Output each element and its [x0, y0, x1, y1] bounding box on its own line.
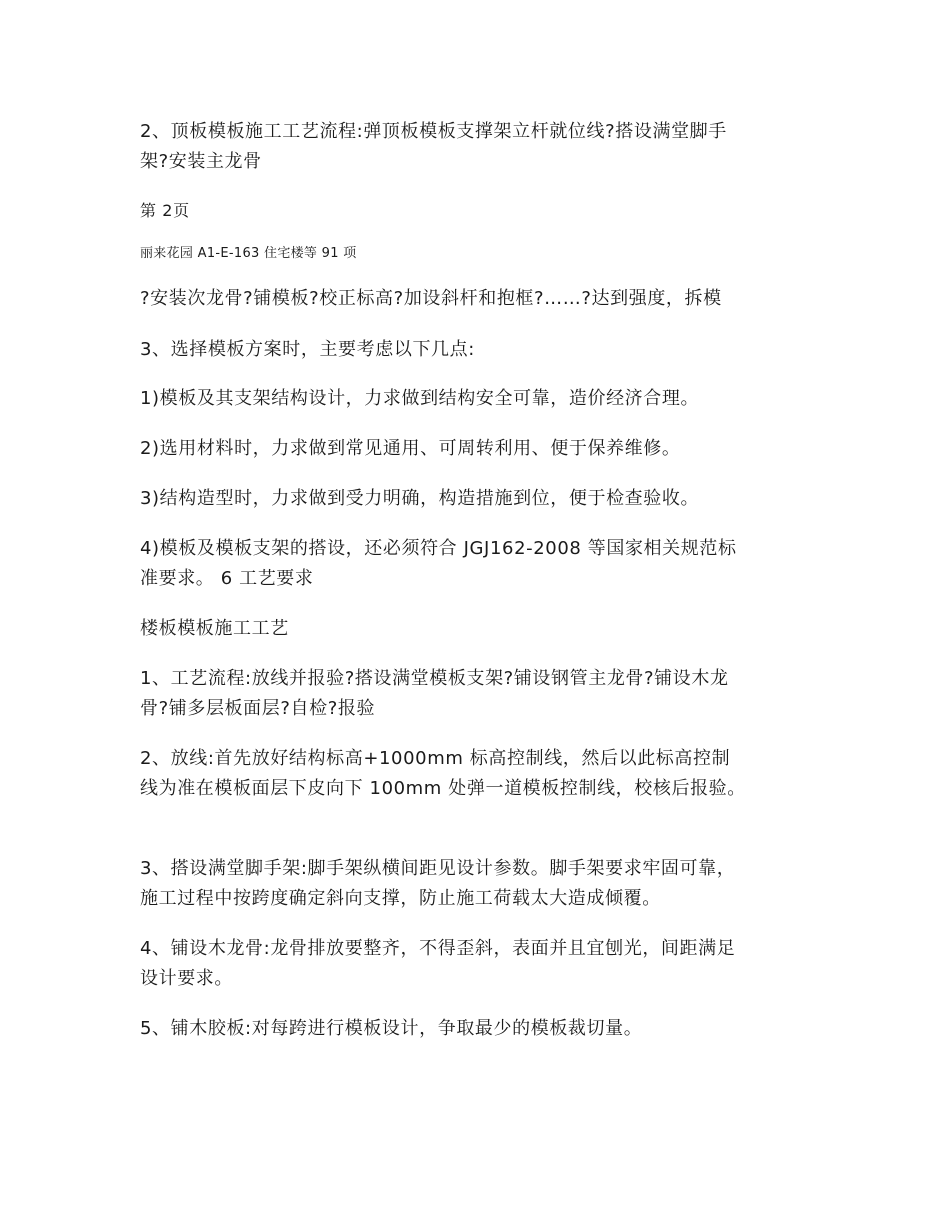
paragraph-line: 3、搭设满堂脚手架:脚手架纵横间距见设计参数。脚手架要求牢固可靠，: [140, 858, 736, 879]
paragraph-line: 4、铺设木龙骨:龙骨排放要整齐，不得歪斜，表面并且宜刨光，间距满足: [140, 938, 736, 959]
paragraph-line: 4)模板及模板支架的搭设，还必须符合 JGJ162-2008 等国家相关规范标: [140, 538, 737, 559]
paragraph-line: 线为准在模板面层下皮向下 100mm 处弹一道模板控制线，校核后报验。: [140, 778, 746, 799]
paragraph-line: 1、工艺流程:放线并报验?搭设满堂模板支架?铺设钢管主龙骨?铺设木龙: [140, 668, 729, 689]
paragraph-line: 架?安装主龙骨: [140, 151, 262, 172]
paragraph-line: 准要求。 6 工艺要求: [140, 568, 314, 589]
paragraph-line: 骨?铺多层板面层?自检?报验: [140, 698, 376, 719]
paragraph-line: 5、铺木胶板:对每跨进行模板设计，争取最少的模板裁切量。: [140, 1018, 643, 1039]
paragraph-line: 施工过程中按跨度确定斜向支撑，防止施工荷载太大造成倾覆。: [140, 888, 661, 909]
paragraph-line: 3、选择模板方案时，主要考虑以下几点:: [140, 339, 475, 360]
paragraph-line: 2、放线:首先放好结构标高+1000mm 标高控制线，然后以此标高控制: [140, 748, 731, 769]
paragraph-line: ?安装次龙骨?铺模板?校正标高?加设斜杆和抱框?……?达到强度，拆模: [140, 288, 722, 309]
paragraph-line: 设计要求。: [140, 968, 233, 989]
paragraph-line: 2、顶板模板施工工艺流程:弹顶板模板支撑架立杆就位线?搭设满堂脚手: [140, 121, 727, 142]
section-heading: 楼板模板施工工艺: [140, 618, 289, 639]
page-number: 第 2页: [140, 201, 190, 220]
paragraph-line: 1)模板及其支架结构设计，力求做到结构安全可靠，造价经济合理。: [140, 388, 700, 409]
paragraph-line: 3)结构造型时，力求做到受力明确，构造措施到位，便于检查验收。: [140, 488, 700, 509]
paragraph-line: 2)选用材料时，力求做到常见通用、可周转利用、便于保养维修。: [140, 438, 681, 459]
page-header: 丽来花园 A1-E-163 住宅楼等 91 项: [140, 246, 357, 261]
